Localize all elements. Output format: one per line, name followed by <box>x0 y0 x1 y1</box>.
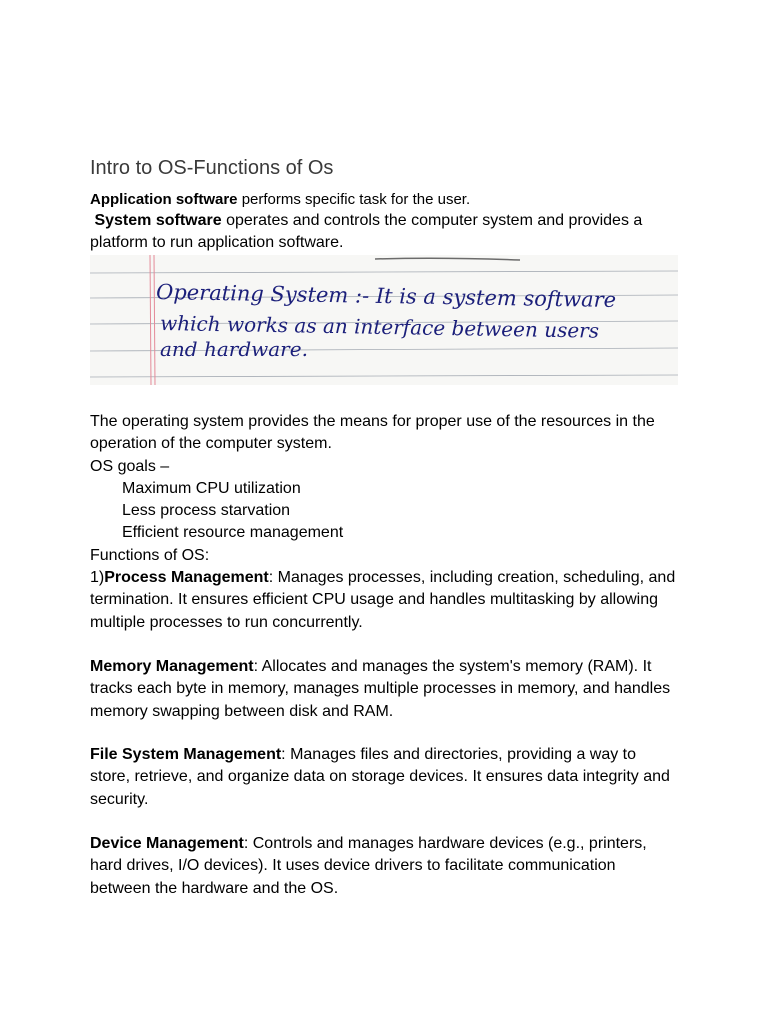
app-software-text: performs specific task for the user. <box>237 191 471 208</box>
function-prefix: 1) <box>90 569 105 586</box>
function-device-management <box>90 833 680 900</box>
page-title: Intro to OS-Functions of Os <box>90 157 334 179</box>
function-text: : Controls and manages hardware devices (e.g., printers, hard drives, I/O devices). It uses device drivers to facilitate communication between the hardware and the OS. <box>90 835 647 897</box>
app-software-term: Application software <box>90 191 238 208</box>
app-software-paragraph <box>90 189 680 211</box>
goals-heading: OS goals – <box>90 458 170 475</box>
function-process-management <box>90 567 680 634</box>
function-text: : Allocates and manages the system's memory (RAM). It tracks each byte in memory, manages multiple processes in memory, and handles memory swapping between disk and RAM. <box>90 658 671 720</box>
sys-software-paragraph <box>90 210 680 255</box>
function-term: Memory Management <box>90 658 254 675</box>
sys-software-text: operates and controls the computer system and provides a platform to run application software. <box>90 212 643 252</box>
handwritten-note-image <box>90 255 678 385</box>
handwritten-line-2: which works as an interface between users <box>159 311 600 343</box>
function-text: : Manages processes, including creation, scheduling, and termination. It ensures efficient CPU usage and handles multitasking by allowing multiple processes to run concurrently. <box>90 569 676 631</box>
function-term: Process Management <box>104 569 269 586</box>
handwritten-line-3: and hardware. <box>160 337 308 361</box>
goal-item: Efficient resource management <box>122 524 344 541</box>
goal-item: Maximum CPU utilization <box>122 480 301 497</box>
sys-software-term: System software <box>94 212 222 229</box>
function-file-system-management <box>90 744 680 811</box>
function-text: : Manages files and directories, providing a way to store, retrieve, and organize data on storage devices. It ensures data integrity and security. <box>90 746 670 808</box>
function-term: File System Management <box>90 746 282 763</box>
function-term: Device Management <box>90 835 244 852</box>
os-intro-paragraph: The operating system provides the means for proper use of the resources in the operation of the computer system. <box>90 413 655 453</box>
functions-heading: Functions of OS: <box>90 547 210 564</box>
handwritten-line-1: Operating System :- It is a system software <box>155 280 617 313</box>
function-memory-management <box>90 656 680 723</box>
goal-item: Less process starvation <box>122 502 291 519</box>
